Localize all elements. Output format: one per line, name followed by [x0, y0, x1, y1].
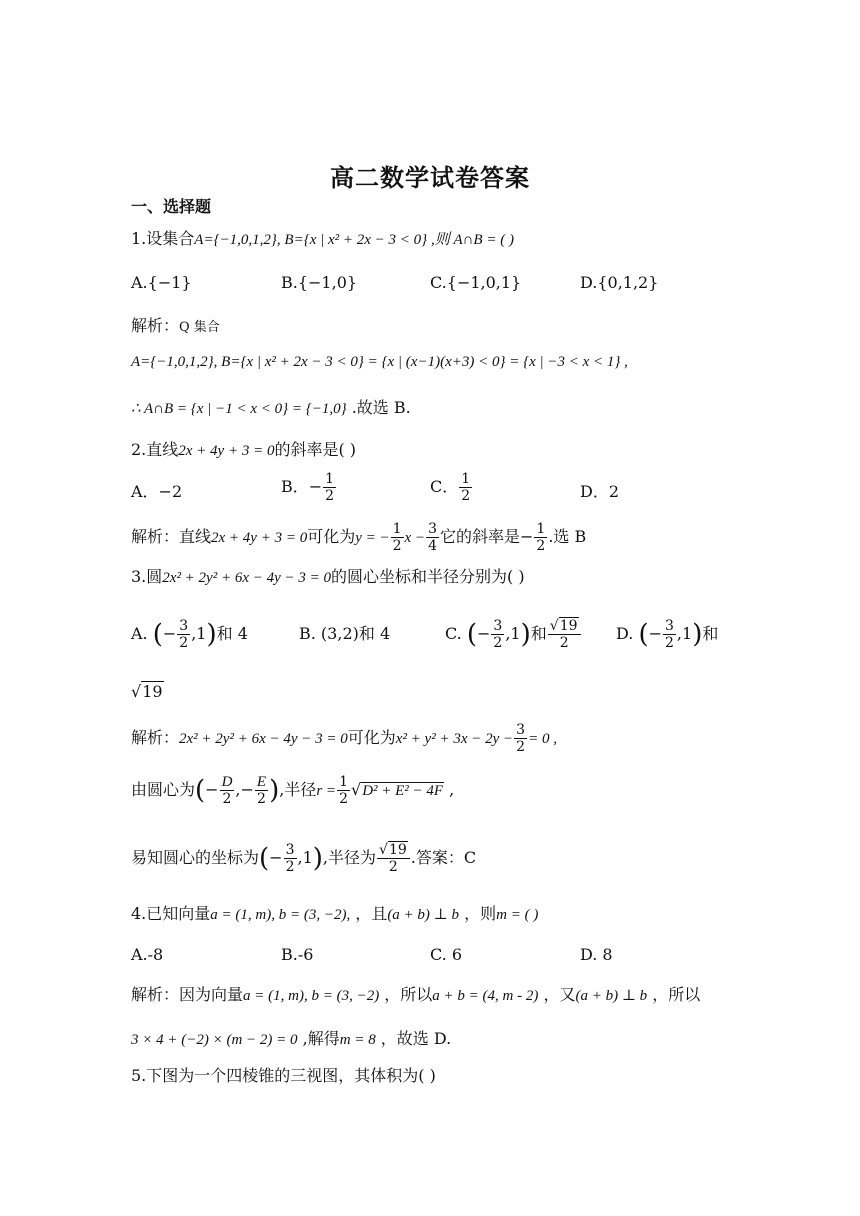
q2-option-d: D．2 [580, 482, 620, 501]
solution-math: 3 × 4 + (−2) × (m − 2) = 0 [131, 1032, 298, 1048]
q4-prefix: 4.已知向量 [131, 904, 211, 923]
q4-text: ，且 [350, 904, 388, 923]
solution-text: ，故选 D. [375, 1029, 452, 1048]
q4-stem [131, 904, 538, 925]
q3-solution-line3: 易知圆心的坐标为(− $\frac{3}{2}$ ,1),半径为 $\frac{√19}{2}$ .答案：C [131, 842, 477, 875]
q3-solution-line2: 由圆心为(− $\frac{D}{2}$ ,− $\frac{E}{2}$ ),半径r = $\frac{1}{2}$ √D² + E² − 4F , [131, 774, 455, 807]
q3-options [131, 612, 731, 660]
solution-math: 2x + 4y + 3 = 0 [211, 530, 308, 546]
solution-math: x² + y² + 3x − 2y − [395, 731, 514, 747]
q3-option-c: C. (− $\frac{3}{2}$ ,1)和 $\frac{√19}{2}$ [445, 612, 582, 657]
solution-text: 它的斜率是 [440, 527, 521, 546]
q1-option-b: B.{−1,0} [281, 273, 358, 292]
solution-label: 解析：直线 [131, 527, 212, 546]
solution-text: ,半径为 [322, 848, 377, 867]
q2-option-c: C． $\frac{1}{2}$ [430, 471, 471, 504]
solution-math: = 0 , [528, 731, 557, 747]
solution-text: 由圆心为 [131, 780, 196, 799]
solution-math: a + b = (4, m - 2) [432, 988, 539, 1004]
q3-stem [131, 567, 525, 588]
q3-math: 2x² + 2y² + 6x − 4y − 3 = 0 [162, 570, 332, 586]
q4-solution-line1 [131, 985, 700, 1006]
q1-stem [131, 229, 514, 250]
radius-formula: D² + E² − 4F [362, 783, 444, 799]
solution-text: ，又 [538, 985, 576, 1004]
solution-math: ∴ A∩B = {x | −1 < x < 0} = {−1,0} [131, 401, 347, 417]
q1-solution-label [131, 316, 220, 338]
sqrt-19: 19 [142, 682, 163, 701]
solution-label: 解析： [131, 728, 180, 747]
q1-option-c: C.{−1,0,1} [430, 273, 522, 292]
q4-math: a = (1, m), b = (3, −2), [210, 907, 351, 923]
q3-suffix: 的圆心坐标和半径分别为( ) [331, 567, 525, 586]
page-title: 高二数学试卷答案 [330, 164, 530, 192]
solution-text: 易知圆心的坐标为 [131, 848, 260, 867]
solution-text: ,半径 [279, 780, 317, 799]
q3-prefix: 3.圆 [131, 567, 163, 586]
solution-math: (a + b) ⊥ b [575, 988, 648, 1004]
solution-label: 解析： [131, 316, 180, 335]
q4-math: (a + b) ⊥ b [387, 907, 460, 923]
q3-option-b: B. (3,2)和 4 [299, 624, 391, 643]
solution-math: m = 8 [339, 1032, 376, 1048]
solution-math: a = (1, m), b = (3, −2) [243, 988, 380, 1004]
q4-option-c: C. 6 [430, 945, 463, 964]
q4-solution-line2 [131, 1029, 451, 1050]
solution-text: ,解得 [297, 1029, 340, 1048]
q1-option-a: A.{−1} [131, 273, 192, 292]
q2-option-a: A．−2 [131, 482, 183, 501]
q3-option-d: D. (− $\frac{3}{2}$ ,1)和 [616, 618, 719, 651]
solution-text: ，所以 [647, 985, 701, 1004]
q2-solution: 解析：直线2x + 4y + 3 = 0可化为y = − $\frac{1}{2}$ x − $\frac{3}{4}$ 它的斜率是− $\frac{1}{2}$ .选 B [131, 521, 587, 554]
q3-option-d-wrap: √19 [131, 682, 163, 701]
q2-options [131, 471, 751, 511]
q2-option-b: B．− $\frac{1}{2}$ [281, 471, 335, 504]
q2-suffix: 的斜率是( ) [274, 440, 357, 459]
solution-text: ，所以 [379, 985, 433, 1004]
solution-text: .选 B [548, 527, 587, 546]
q4-text: ，则 [459, 904, 497, 923]
solution-math: 2x² + 2y² + 6x − 4y − 3 = 0 [179, 731, 348, 747]
q2-prefix: 2.直线 [131, 440, 179, 459]
q2-math: 2x + 4y + 3 = 0 [178, 443, 275, 459]
solution-text: 可化为 [347, 728, 396, 747]
q3-option-a: A. (− $\frac{3}{2}$ ,1)和 4 [131, 618, 248, 651]
q1-solution-line3 [131, 398, 411, 419]
q1-suffix: ,则 A∩B = ( ) [427, 232, 514, 248]
q4-option-b: B.-6 [281, 945, 314, 964]
solution-label: 解析：因为向量 [131, 985, 244, 1004]
q1-option-d: D.{0,1,2} [580, 273, 659, 292]
solution-text: .答案：C [410, 848, 477, 867]
solution-text: Q 集合 [179, 320, 220, 335]
q5-stem: 5.下图为一个四棱锥的三视图，其体积为( ) [131, 1066, 436, 1085]
solution-text: .故选 B. [346, 398, 411, 417]
q3-solution-line1: 解析：2x² + 2y² + 6x − 4y − 3 = 0可化为x² + y² + 3x − 2y − $\frac{3}{2}$ = 0 , [131, 722, 557, 755]
solution-text: 可化为 [307, 527, 356, 546]
q1-math: A={−1,0,1,2}, B={x | x² + 2x − 3 < 0} [194, 232, 428, 248]
q4-option-d: D. 8 [580, 945, 613, 964]
section-heading: 一、选择题 [131, 197, 212, 216]
q4-option-a: A.-8 [131, 945, 164, 964]
q1-prefix: 1.设集合 [131, 229, 195, 248]
q4-suffix: m = ( ) [496, 907, 539, 923]
q2-stem [131, 440, 356, 461]
q1-solution-line2: A={−1,0,1,2}, B={x | x² + 2x − 3 < 0} = {x | (x−1)(x+3) < 0} = {x | −3 < x < 1} , [131, 354, 628, 370]
